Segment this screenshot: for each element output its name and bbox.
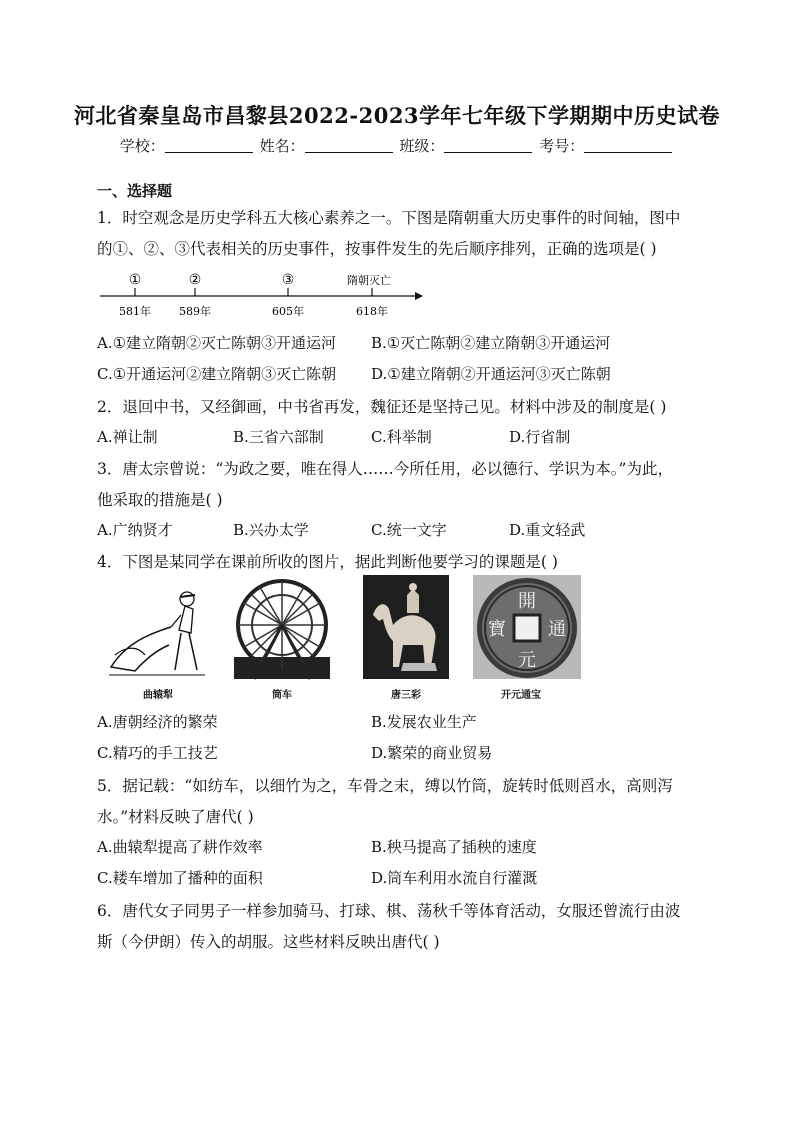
camel-figurine-drawing	[363, 575, 451, 683]
event-label-1: ①	[128, 272, 142, 288]
kaiyuan-tongbao-picture	[473, 575, 583, 705]
coin-char-right: 通	[548, 619, 566, 640]
q4-option-d[interactable]: D.繁荣的商业贸易	[371, 744, 493, 762]
q2-option-d[interactable]: D.行省制	[509, 428, 571, 446]
coin-drawing	[473, 575, 583, 683]
student-info-row	[0, 135, 794, 156]
q2-option-a[interactable]: A.禅让制	[97, 428, 158, 446]
q3-option-c[interactable]: C.统一文字	[371, 521, 447, 539]
event-label-2: ②	[188, 272, 202, 288]
section-heading: 一、选择题	[97, 182, 173, 200]
q2-option-b[interactable]: B.三省六部制	[233, 428, 324, 446]
waterwheel-drawing	[234, 575, 334, 683]
q3-stem-line1: 3．唐太宗曾说：“为政之要，唯在得人……今所任用，必以德行、学识为本。”为此，	[97, 460, 673, 478]
caption-coin: 开元通宝	[501, 690, 541, 701]
plow-drawing	[105, 575, 215, 683]
q3-stem-line2: 他采取的措施是( )	[97, 491, 223, 509]
q1-option-d[interactable]: D.①建立隋朝②开通运河③灭亡陈朝	[371, 365, 611, 383]
q3-option-b[interactable]: B.兴办太学	[233, 521, 309, 539]
school-blank[interactable]	[165, 138, 253, 153]
q6-stem-line2: 斯（今伊朗）传入的胡服。这些材料反映出唐代( )	[97, 933, 440, 951]
q1-option-a[interactable]: A.①建立隋朝②灭亡陈朝③开通运河	[97, 334, 337, 352]
year-label-581: 581年	[119, 305, 151, 318]
q1-stem-line2: 的①、②、③代表相关的历史事件，按事件发生的先后顺序排列，正确的选项是( )	[97, 240, 657, 258]
q5-stem-line2: 水。”材料反映了唐代( )	[97, 808, 254, 826]
year-label-618: 618年	[356, 305, 388, 318]
q6-stem-line1: 6．唐代女子同男子一样参加骑马、打球、棋、荡秋千等体育活动，女服还曾流行由波	[97, 902, 681, 920]
coin-char-bottom: 元	[518, 650, 536, 671]
sui-timeline	[97, 268, 427, 323]
year-label-589: 589年	[179, 305, 211, 318]
number-label: 考号：	[539, 137, 585, 155]
number-blank[interactable]	[584, 138, 672, 153]
q3-option-d[interactable]: D.重文轻武	[509, 521, 586, 539]
timeline-arrow	[415, 292, 423, 300]
class-blank[interactable]	[444, 138, 532, 153]
class-label: 班级：	[399, 137, 445, 155]
caption-sancai: 唐三彩	[391, 690, 421, 701]
name-blank[interactable]	[305, 138, 393, 153]
q1-option-c[interactable]: C.①开通运河②建立隋朝③灭亡陈朝	[97, 365, 337, 383]
q1-option-b[interactable]: B.①灭亡陈朝②建立隋朝③开通运河	[371, 334, 611, 352]
tang-sancai-picture	[363, 575, 451, 705]
q5-option-d[interactable]: D.筒车利用水流自行灌溉	[371, 869, 538, 887]
q4-option-a[interactable]: A.唐朝经济的繁荣	[97, 713, 218, 731]
q4-option-b[interactable]: B.发展农业生产	[371, 713, 477, 731]
year-label-605: 605年	[272, 305, 304, 318]
caption-plow: 曲辕犁	[143, 690, 173, 701]
q3-option-a[interactable]: A.广纳贤才	[97, 521, 173, 539]
timeline-svg	[97, 268, 427, 323]
q2-stem: 2．退回中书，又经御画，中书省再发，魏征还是坚持己见。材料中涉及的制度是( )	[97, 398, 667, 416]
q2-option-c[interactable]: C.科举制	[371, 428, 432, 446]
q5-option-c[interactable]: C.耧车增加了播种的面积	[97, 869, 263, 887]
q4-stem: 4．下图是某同学在课前所收的图片，据此判断他要学习的课题是( )	[97, 553, 558, 571]
q5-stem-line1: 5．据记载：“如纺车，以细竹为之，车骨之末，缚以竹筒，旋转时低则舀水，高则泻	[97, 777, 673, 795]
q5-option-a[interactable]: A.曲辕犁提高了耕作效率	[97, 838, 263, 856]
event-label-4: 隋朝灭亡	[347, 274, 391, 287]
event-label-3: ③	[281, 272, 295, 288]
qu-yuan-li-picture	[105, 575, 215, 705]
q1-stem-line1: 1．时空观念是历史学科五大核心素养之一。下图是隋朝重大历史事件的时间轴，图中	[97, 209, 681, 227]
school-label: 学校：	[119, 137, 165, 155]
q4-image-row	[97, 575, 597, 705]
q4-option-c[interactable]: C.精巧的手工技艺	[97, 744, 218, 762]
coin-char-left: 寶	[488, 619, 506, 640]
exam-title: 河北省秦皇岛市昌黎县2022-2023学年七年级下学期期中历史试卷	[73, 103, 721, 128]
coin-char-top: 開	[518, 591, 536, 612]
q5-option-b[interactable]: B.秧马提高了插秧的速度	[371, 838, 537, 856]
tong-che-picture	[234, 575, 334, 705]
name-label: 姓名：	[259, 137, 305, 155]
caption-waterwheel: 筒车	[272, 690, 292, 701]
